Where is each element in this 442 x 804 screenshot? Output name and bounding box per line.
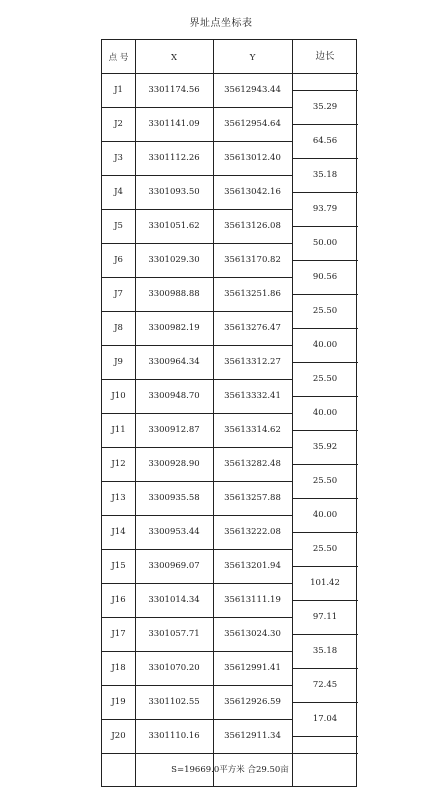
- side-divider: [292, 362, 358, 363]
- side-divider: [292, 90, 358, 91]
- x-coordinate: 3300982.19: [148, 323, 200, 333]
- side-length: 35.18: [312, 170, 338, 180]
- y-coordinate: 35613276.47: [224, 323, 281, 333]
- row-divider: [102, 685, 292, 686]
- y-coordinate: 35613042.16: [224, 187, 281, 197]
- row-divider: [102, 209, 292, 210]
- y-coordinate: 35613222.08: [224, 527, 281, 537]
- page-title: 界址点坐标表: [189, 18, 253, 29]
- y-coordinate: 35612991.41: [224, 663, 281, 673]
- row-divider: [102, 481, 292, 482]
- header-x: X: [170, 53, 178, 63]
- side-length: 40.00: [312, 340, 338, 350]
- x-coordinate: 3301112.26: [148, 153, 200, 163]
- x-coordinate: 3300948.70: [148, 391, 200, 401]
- point-id: J11: [111, 425, 126, 435]
- header-point: 点 号: [108, 53, 129, 63]
- point-id: J8: [114, 323, 123, 333]
- y-coordinate: 35613170.82: [224, 255, 281, 265]
- row-divider: [102, 549, 292, 550]
- row-divider: [102, 617, 292, 618]
- row-divider: [102, 141, 292, 142]
- x-coordinate: 3301070.20: [148, 663, 200, 673]
- x-coordinate: 3301051.62: [148, 221, 200, 231]
- point-id: J3: [114, 153, 123, 163]
- side-divider: [292, 260, 358, 261]
- y-coordinate: 35613312.27: [224, 357, 281, 367]
- side-length: 17.04: [312, 714, 338, 724]
- x-coordinate: 3300912.87: [148, 425, 200, 435]
- x-coordinate: 3301141.09: [148, 119, 200, 129]
- header-divider: [102, 73, 358, 74]
- side-length: 64.56: [312, 136, 338, 146]
- x-coordinate: 3301093.50: [148, 187, 200, 197]
- x-coordinate: 3301014.34: [148, 595, 200, 605]
- point-id: J12: [111, 459, 126, 469]
- y-coordinate: 35613282.48: [224, 459, 281, 469]
- y-coordinate: 35612911.34: [224, 731, 281, 741]
- area-summary: S=19669.0平方米 合29.50亩: [171, 765, 289, 775]
- x-coordinate: 3300935.58: [148, 493, 200, 503]
- side-divider: [292, 600, 358, 601]
- row-divider: [102, 107, 292, 108]
- row-divider: [102, 447, 292, 448]
- coordinate-table: [101, 39, 357, 787]
- side-divider: [292, 430, 358, 431]
- row-divider: [102, 345, 292, 346]
- y-coordinate: 35613314.62: [224, 425, 281, 435]
- point-id: J10: [111, 391, 126, 401]
- side-divider: [292, 498, 358, 499]
- side-length: 25.50: [312, 476, 338, 486]
- side-divider: [292, 702, 358, 703]
- row-divider: [102, 413, 292, 414]
- y-coordinate: 35613332.41: [224, 391, 281, 401]
- point-id: J17: [111, 629, 126, 639]
- y-coordinate: 35613257.88: [224, 493, 281, 503]
- side-divider: [292, 634, 358, 635]
- side-length: 35.18: [312, 646, 338, 656]
- side-divider: [292, 294, 358, 295]
- point-id: J14: [111, 527, 126, 537]
- x-coordinate: 3301102.55: [148, 697, 200, 707]
- side-length: 40.00: [312, 510, 338, 520]
- row-divider: [102, 379, 292, 380]
- row-divider: [102, 583, 292, 584]
- point-id: J1: [114, 85, 123, 95]
- side-divider: [292, 566, 358, 567]
- x-coordinate: 3300964.34: [148, 357, 200, 367]
- x-coordinate: 3301029.30: [148, 255, 200, 265]
- point-id: J6: [114, 255, 123, 265]
- side-length: 25.50: [312, 374, 338, 384]
- row-divider: [102, 243, 292, 244]
- point-id: J9: [114, 357, 123, 367]
- side-divider: [292, 396, 358, 397]
- y-coordinate: 35613111.19: [224, 595, 281, 605]
- point-id: J5: [114, 221, 123, 231]
- row-divider: [102, 719, 292, 720]
- side-length: 101.42: [310, 578, 340, 588]
- point-id: J16: [111, 595, 126, 605]
- point-id: J19: [111, 697, 126, 707]
- side-divider: [292, 192, 358, 193]
- side-length: 35.92: [312, 442, 338, 452]
- y-coordinate: 35613126.08: [224, 221, 281, 231]
- side-divider: [292, 226, 358, 227]
- x-coordinate: 3301110.16: [148, 731, 200, 741]
- point-id: J20: [111, 731, 126, 741]
- row-divider: [102, 277, 292, 278]
- x-coordinate: 3300953.44: [148, 527, 200, 537]
- side-length: 90.56: [312, 272, 338, 282]
- side-length: 72.45: [312, 680, 338, 690]
- footer-divider: [102, 753, 358, 754]
- x-coordinate: 3300928.90: [148, 459, 200, 469]
- side-length: 25.50: [312, 306, 338, 316]
- header-y: Y: [249, 53, 256, 63]
- side-divider: [292, 158, 358, 159]
- x-coordinate: 3301174.56: [148, 85, 200, 95]
- row-divider: [102, 175, 292, 176]
- point-id: J13: [111, 493, 126, 503]
- side-divider: [292, 532, 358, 533]
- side-length: 50.00: [312, 238, 338, 248]
- header-side: 边长: [315, 51, 335, 62]
- y-coordinate: 35613012.40: [224, 153, 281, 163]
- side-divider: [292, 736, 358, 737]
- side-length: 35.29: [312, 102, 338, 112]
- side-divider: [292, 124, 358, 125]
- side-length: 40.00: [312, 408, 338, 418]
- y-coordinate: 35613251.86: [224, 289, 281, 299]
- side-length: 97.11: [312, 612, 338, 622]
- y-coordinate: 35612943.44: [224, 85, 281, 95]
- row-divider: [102, 651, 292, 652]
- point-id: J2: [114, 119, 123, 129]
- x-coordinate: 3301057.71: [148, 629, 200, 639]
- side-divider: [292, 328, 358, 329]
- y-coordinate: 35612926.59: [224, 697, 281, 707]
- point-id: J7: [114, 289, 123, 299]
- x-coordinate: 3300988.88: [148, 289, 200, 299]
- point-id: J18: [111, 663, 126, 673]
- y-coordinate: 35613201.94: [224, 561, 281, 571]
- side-length: 25.50: [312, 544, 338, 554]
- side-divider: [292, 464, 358, 465]
- y-coordinate: 35613024.30: [224, 629, 281, 639]
- row-divider: [102, 515, 292, 516]
- x-coordinate: 3300969.07: [148, 561, 200, 571]
- point-id: J4: [114, 187, 123, 197]
- y-coordinate: 35612954.64: [224, 119, 281, 129]
- side-length: 93.79: [312, 204, 338, 214]
- side-divider: [292, 668, 358, 669]
- row-divider: [102, 311, 292, 312]
- point-id: J15: [111, 561, 126, 571]
